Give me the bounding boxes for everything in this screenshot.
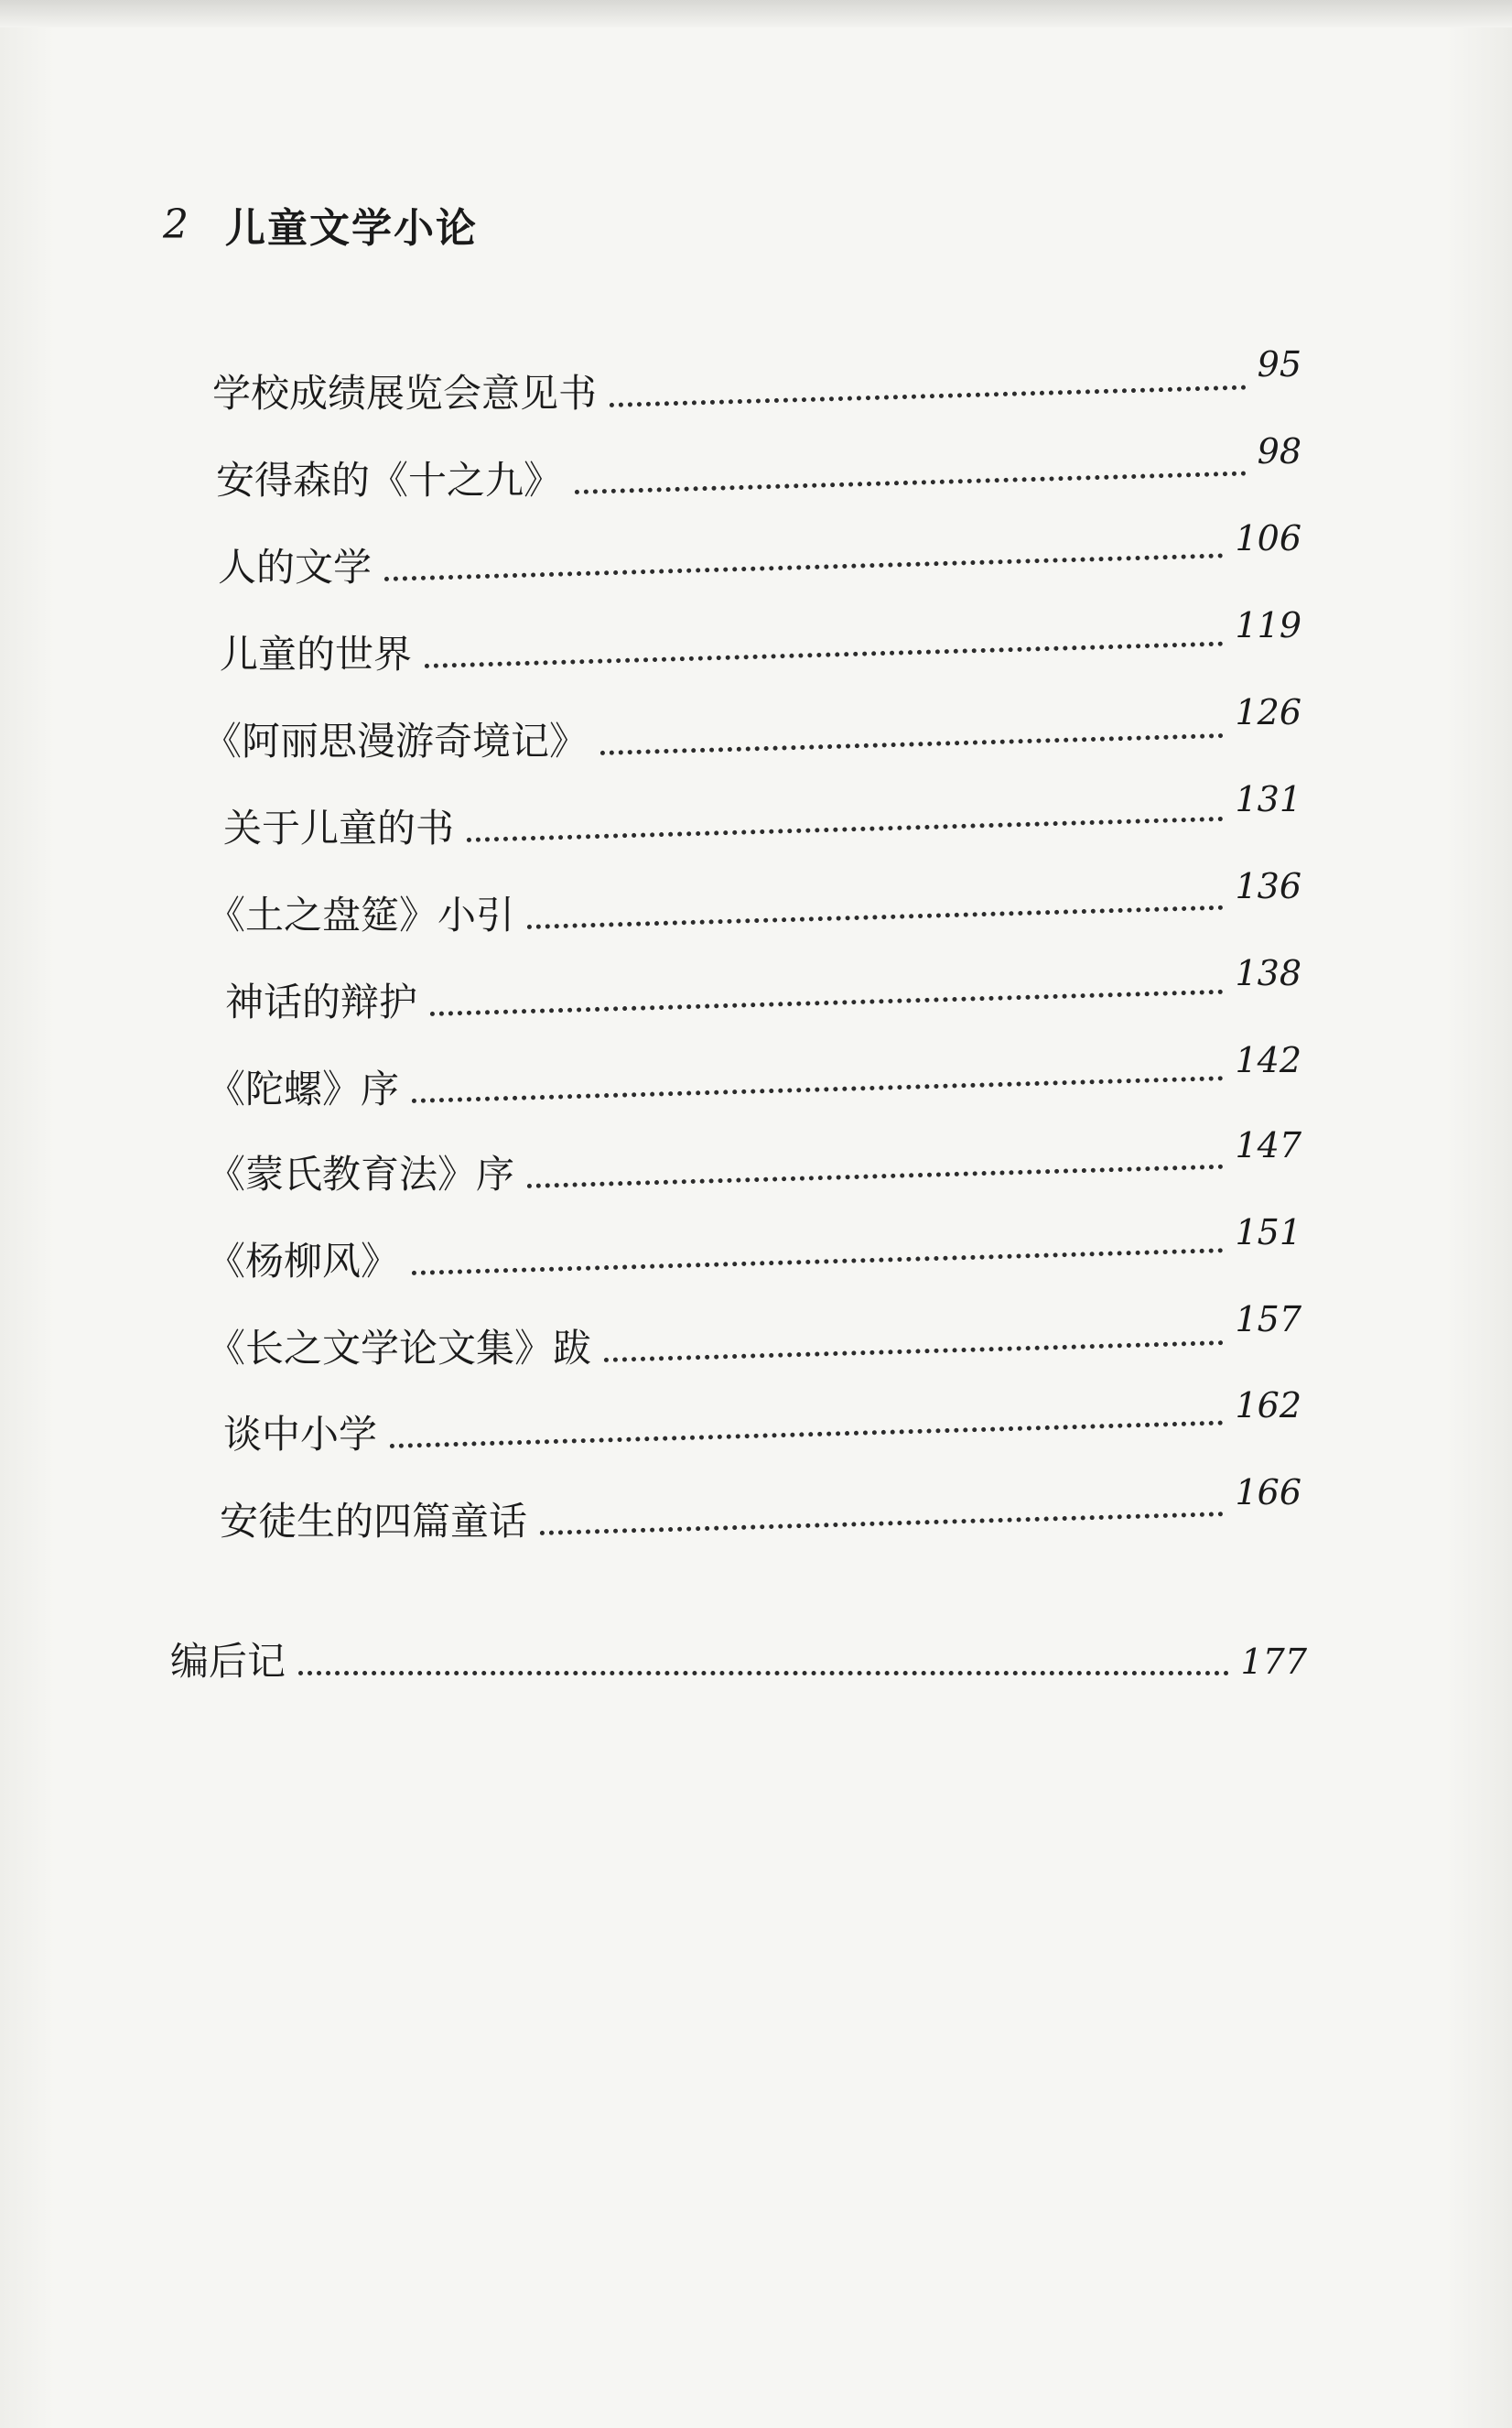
- toc-dot-leader: [384, 553, 1224, 581]
- toc-entry-page: 98: [1257, 431, 1301, 472]
- toc-entry[interactable]: [207, 1299, 1301, 1371]
- header-book-title: 儿童文学小论: [225, 205, 478, 252]
- toc-entry-title: 安得森的《十之九》: [216, 458, 563, 503]
- toc-entry-title: 编后记: [170, 1639, 286, 1684]
- toc-entry-page: 166: [1235, 1472, 1301, 1512]
- toc-dot-leader: [412, 1248, 1224, 1275]
- toc-entry-page: 106: [1235, 518, 1301, 558]
- toc-dot-leader: [604, 1340, 1224, 1362]
- toc-dot-leader: [298, 1671, 1229, 1675]
- toc-dot-leader: [412, 1076, 1224, 1103]
- toc-entry-title: 人的文学: [218, 545, 373, 590]
- toc-entry-page: 147: [1235, 1125, 1301, 1165]
- toc-entry[interactable]: [212, 344, 1301, 417]
- toc-entry-title: 儿童的世界: [220, 632, 413, 677]
- toc-entry-title: 《蒙氏教育法》序: [207, 1152, 515, 1197]
- toc-dot-leader: [527, 905, 1224, 929]
- toc-entry-title: 谈中小学: [223, 1412, 378, 1457]
- toc-entry-page: 126: [1235, 692, 1301, 732]
- toc-entry-page: 136: [1235, 866, 1301, 906]
- toc-entry[interactable]: [223, 1385, 1301, 1458]
- toc-entry[interactable]: [203, 692, 1301, 764]
- toc-dot-leader: [425, 642, 1224, 668]
- toc-entry[interactable]: [216, 431, 1301, 504]
- toc-dot-leader: [600, 733, 1224, 755]
- toc-entry-page: 151: [1235, 1212, 1301, 1252]
- toc-entry[interactable]: [207, 866, 1301, 938]
- toc-dot-leader: [540, 1512, 1224, 1535]
- toc-entry-page: 138: [1235, 953, 1301, 993]
- toc-entry-title: 《杨柳风》: [207, 1239, 400, 1284]
- toc-entry-title: 《阿丽思漫游奇境记》: [203, 719, 589, 764]
- toc-dot-leader: [467, 817, 1224, 842]
- toc-dot-leader: [390, 1421, 1224, 1448]
- toc-entry[interactable]: [218, 518, 1301, 591]
- toc-entry-title: 关于儿童的书: [223, 806, 455, 851]
- toc-entry[interactable]: [207, 1212, 1301, 1284]
- toc-entry-page: 162: [1235, 1385, 1301, 1425]
- toc-entry-page: 157: [1235, 1299, 1301, 1339]
- header-page-number: 2: [163, 201, 189, 248]
- toc-dot-leader: [527, 1165, 1224, 1188]
- toc-entry[interactable]: [220, 605, 1301, 677]
- toc-entry-page: 131: [1235, 779, 1301, 819]
- toc-entry-title: 神话的辩护: [225, 980, 418, 1024]
- toc-entry[interactable]: [220, 1472, 1301, 1545]
- toc-entry-title: 《陀螺》序: [207, 1067, 400, 1111]
- toc-entry[interactable]: [223, 779, 1301, 851]
- toc-dot-leader: [430, 990, 1224, 1016]
- toc-entry-page: 119: [1235, 605, 1301, 645]
- toc-entry-page: 177: [1240, 1642, 1307, 1682]
- toc-entry-title: 《长之文学论文集》跋: [207, 1326, 592, 1371]
- toc-entry-title: 《土之盘筵》小引: [207, 893, 515, 938]
- toc-dot-leader: [575, 472, 1246, 494]
- toc-entry-title: 安徒生的四篇童话: [220, 1499, 528, 1544]
- toc-entry-page: 95: [1257, 344, 1301, 385]
- toc-entry-afterword[interactable]: [170, 1630, 1307, 1685]
- toc-entry[interactable]: [207, 1040, 1301, 1112]
- toc-dot-leader: [610, 385, 1246, 407]
- toc-entry-page: 142: [1235, 1040, 1301, 1080]
- toc-entry-title: 学校成绩展览会意见书: [212, 371, 598, 416]
- toc-entry[interactable]: [225, 953, 1301, 1025]
- toc-entry[interactable]: [207, 1125, 1301, 1198]
